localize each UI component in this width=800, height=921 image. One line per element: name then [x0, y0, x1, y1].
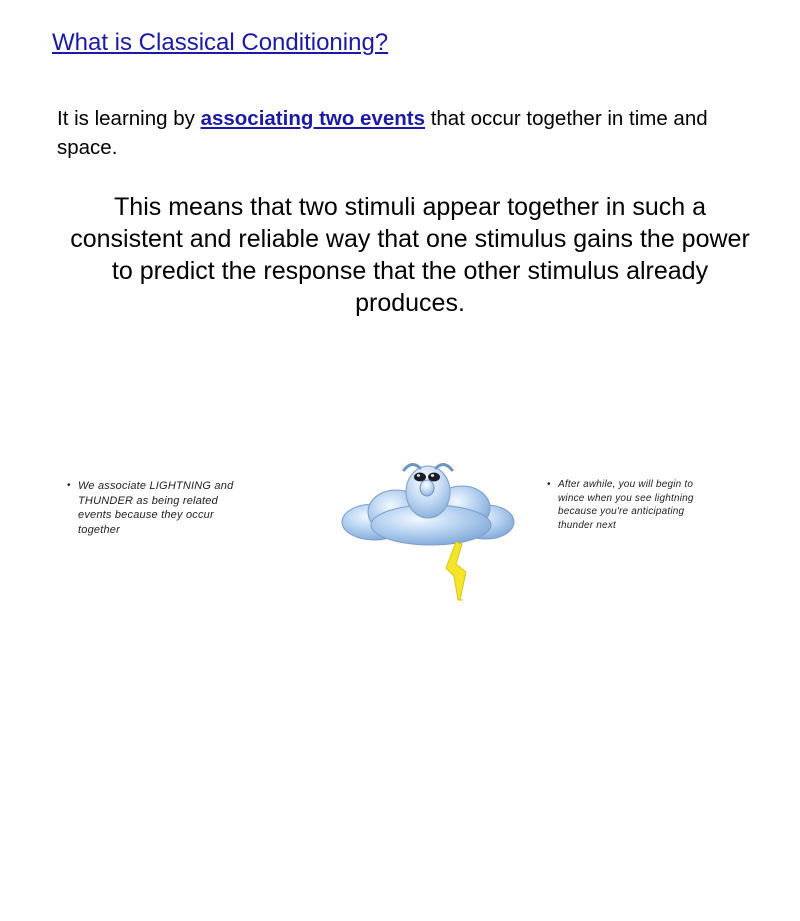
- page-title[interactable]: What is Classical Conditioning?: [52, 29, 389, 56]
- storm-cloud-icon: [336, 450, 516, 605]
- cloud-body: [342, 466, 514, 545]
- intro-keyword[interactable]: associating two events: [200, 107, 426, 130]
- note-right: [547, 478, 698, 532]
- intro-text-after: that occur together in time and space.: [57, 107, 708, 159]
- bullet-icon: •: [547, 479, 551, 490]
- lightning-bolt-icon: [446, 542, 466, 600]
- bullet-icon: •: [67, 480, 71, 491]
- note-left: [67, 479, 238, 537]
- explanation-paragraph: This means that two stimuli appear together in such a consistent and reliable way that one stimulus gains the power to predict the response that the other stimulus already produces.: [70, 193, 750, 317]
- intro-text-before: It is learning by: [57, 107, 201, 130]
- note-left-text: We associate LIGHTNING and THUNDER as being related events because they occur together: [78, 480, 234, 536]
- note-right-text: After awhile, you will begin to wince when you see lightning because you're anticipating thunder next: [558, 479, 694, 531]
- intro-paragraph: [57, 104, 757, 162]
